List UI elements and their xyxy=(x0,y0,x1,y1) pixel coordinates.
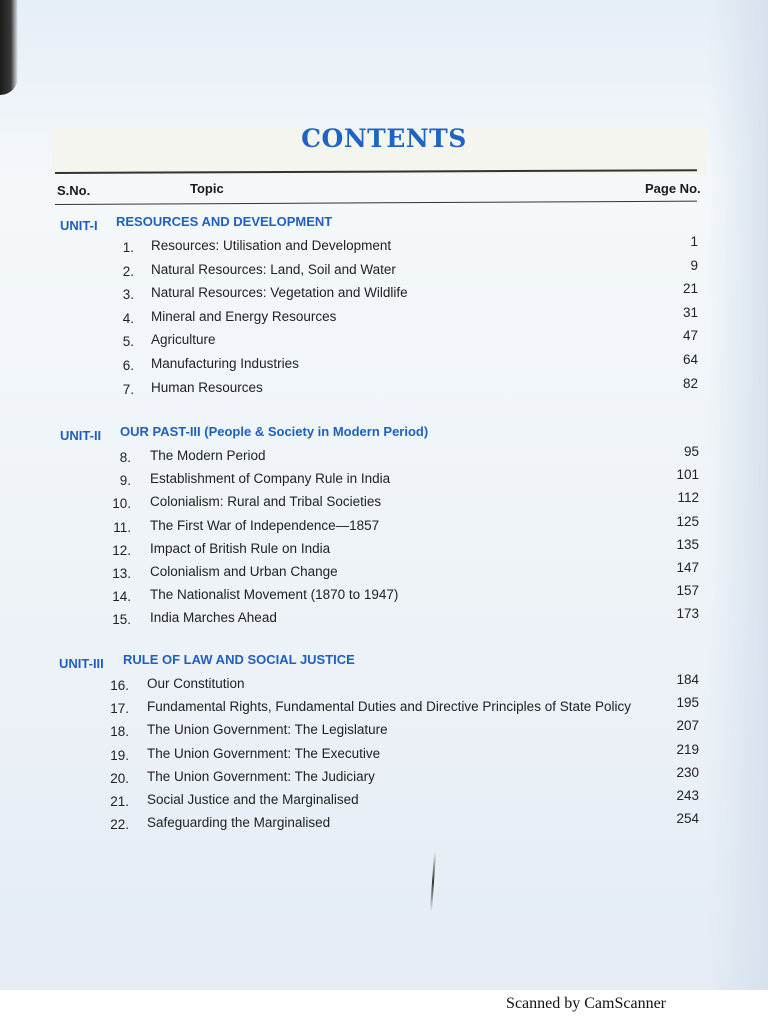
chapter-topic: Resources: Utilisation and Development xyxy=(151,238,392,253)
chapter-number: 4. xyxy=(122,310,134,326)
chapter-number: 13. xyxy=(112,566,131,581)
chapter-topic: Colonialism: Rural and Tribal Societies xyxy=(150,494,382,510)
chapter-page: 95 xyxy=(683,444,699,459)
chapter-topic: Natural Resources: Vegetation and Wildlife xyxy=(151,285,408,301)
chapter-number: 12. xyxy=(112,542,131,558)
chapter-number: 19. xyxy=(110,747,129,763)
chapter-page: 47 xyxy=(682,328,698,344)
chapter-topic: Human Resources xyxy=(151,379,263,395)
chapter-number: 10. xyxy=(112,496,131,512)
chapter-topic: Fundamental Rights, Fundamental Duties and Directive Principles of State Policy xyxy=(147,699,631,715)
chapter-topic: Manufacturing Industries xyxy=(151,356,299,371)
chapter-page: 125 xyxy=(676,513,699,529)
chapter-number: 15. xyxy=(112,612,131,628)
chapter-topic: Impact of British Rule on India xyxy=(150,540,331,556)
page-title: CONTENTS xyxy=(301,124,467,153)
chapter-page: 254 xyxy=(676,811,699,827)
chapter-number: 5. xyxy=(122,334,134,350)
chapter-topic: Safeguarding the Marginalised xyxy=(147,815,331,831)
column-header-page: Page No. xyxy=(645,181,701,196)
chapter-page: 9 xyxy=(690,257,698,273)
chapter-topic: The Union Government: The Legislature xyxy=(147,722,388,738)
chapter-page: 101 xyxy=(676,467,699,483)
chapter-number: 1. xyxy=(122,240,134,255)
chapter-number: 21. xyxy=(110,794,129,809)
chapter-number: 6. xyxy=(122,358,134,373)
chapter-topic: The Union Government: The Executive xyxy=(147,745,381,761)
chapter-page: 135 xyxy=(676,536,699,552)
chapter-number: 20. xyxy=(110,770,129,786)
chapter-page: 147 xyxy=(676,560,699,575)
chapter-topic: Colonialism and Urban Change xyxy=(150,564,338,579)
chapter-number: 16. xyxy=(110,678,129,693)
chapter-topic: Our Constitution xyxy=(147,676,245,691)
chapter-topic: The First War of Independence—1857 xyxy=(150,517,380,533)
chapter-page: 184 xyxy=(676,672,699,687)
chapter-page: 173 xyxy=(676,606,699,622)
unit-title: RESOURCES AND DEVELOPMENT xyxy=(116,214,333,229)
chapter-number: 18. xyxy=(110,724,129,740)
chapter-topic: The Union Government: The Judiciary xyxy=(147,768,375,784)
column-header-topic: Topic xyxy=(190,181,224,196)
chapter-page: 1 xyxy=(690,234,698,249)
chapter-topic: The Nationalist Movement (1870 to 1947) xyxy=(150,587,399,603)
scanner-watermark: Scanned by CamScanner xyxy=(506,995,666,1012)
chapter-number: 11. xyxy=(113,519,131,535)
chapter-page: 112 xyxy=(677,490,699,506)
chapter-number: 3. xyxy=(122,287,134,303)
chapter-page: 243 xyxy=(676,788,699,803)
unit-label: UNIT-I xyxy=(60,218,98,233)
chapter-page: 219 xyxy=(676,741,699,757)
chapter-topic: Social Justice and the Marginalised xyxy=(147,792,359,807)
unit-label: UNIT-III xyxy=(59,656,104,671)
chapter-number: 8. xyxy=(119,450,131,465)
chapter-topic: Agriculture xyxy=(151,332,216,348)
column-header-sno: S.No. xyxy=(57,183,91,198)
chapter-page: 230 xyxy=(676,764,699,780)
chapter-page: 31 xyxy=(682,304,698,320)
chapter-number: 2. xyxy=(122,263,134,279)
page-edge-shadow xyxy=(0,0,18,95)
chapter-page: 195 xyxy=(676,695,699,711)
chapter-number: 7. xyxy=(122,381,134,397)
unit-title: RULE OF LAW AND SOCIAL JUSTICE xyxy=(123,652,355,667)
chapter-page: 21 xyxy=(682,281,698,297)
chapter-topic: The Modern Period xyxy=(150,448,266,463)
chapter-topic: Natural Resources: Land, Soil and Water xyxy=(151,261,396,277)
chapter-topic: Mineral and Energy Resources xyxy=(151,308,337,324)
unit-title: OUR PAST-III (People & Society in Modern Period) xyxy=(120,424,429,439)
chapter-number: 22. xyxy=(110,817,129,833)
chapter-topic: India Marches Ahead xyxy=(150,610,277,626)
chapter-number: 14. xyxy=(112,589,131,605)
unit-label: UNIT-II xyxy=(60,428,102,443)
chapter-page: 64 xyxy=(682,352,698,367)
chapter-page: 207 xyxy=(676,718,699,734)
chapter-number: 17. xyxy=(110,701,129,717)
chapter-number: 9. xyxy=(119,473,131,489)
chapter-page: 82 xyxy=(682,375,698,391)
chapter-page: 157 xyxy=(676,583,699,599)
chapter-topic: Establishment of Company Rule in India xyxy=(150,471,391,487)
